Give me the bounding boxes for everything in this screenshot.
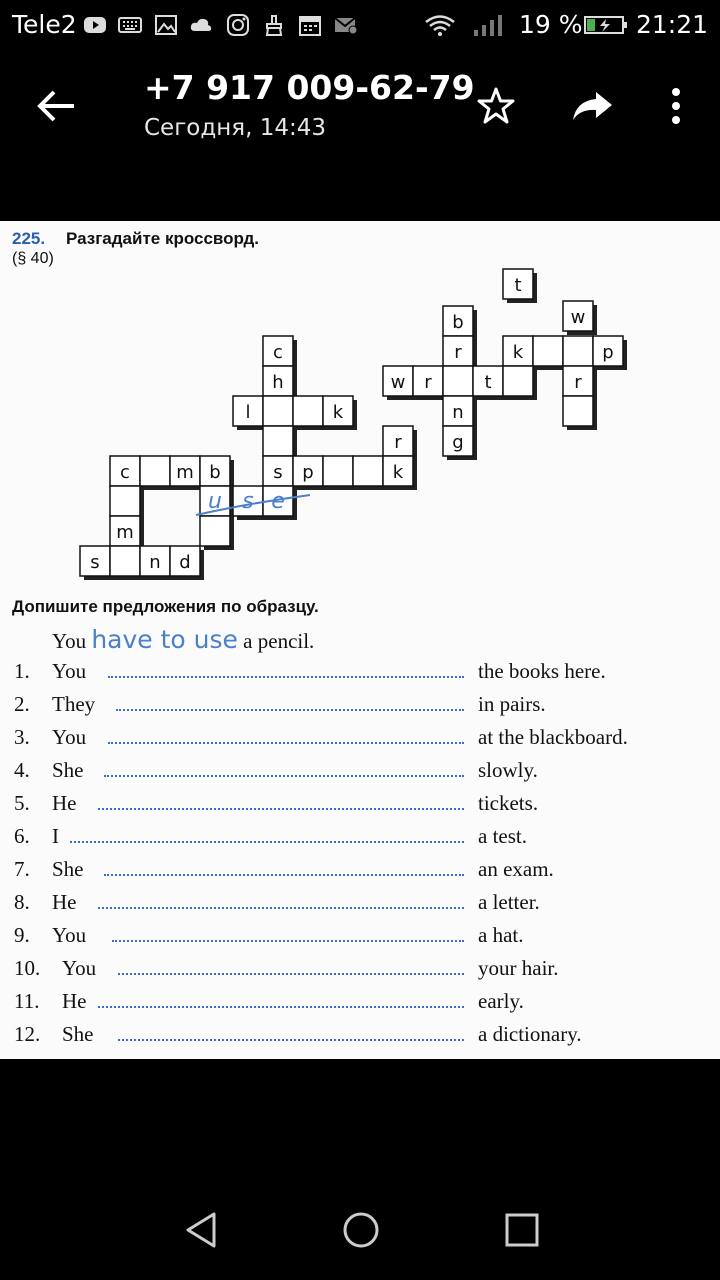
sentence-row	[0, 956, 720, 988]
crossword-letter: s	[90, 552, 100, 573]
crossword-letter: l	[245, 402, 251, 423]
sentence-subject: I	[52, 824, 59, 848]
sentence-row	[0, 923, 720, 955]
crossword-grid	[0, 221, 720, 601]
crossword-letter: k	[332, 402, 344, 423]
sentence-subject: You	[62, 956, 97, 980]
sample-end: a pencil.	[243, 629, 315, 653]
sentence-subject: He	[52, 791, 77, 815]
sentence-subject: You	[52, 725, 87, 749]
crossword-letter: k	[392, 462, 404, 483]
crossword-cell	[110, 486, 140, 516]
crossword-cell	[140, 456, 170, 486]
home-circle-icon[interactable]	[341, 1210, 381, 1250]
sample-sentence	[52, 625, 314, 654]
sample-handwritten: have to use	[91, 625, 238, 654]
sentence-number: 2.	[14, 692, 30, 716]
gmail-icon	[334, 14, 358, 36]
message-date: Сегодня, 14:43	[144, 115, 327, 141]
crossword-letter: m	[116, 522, 134, 543]
sentence-ending: a dictionary.	[478, 1022, 582, 1046]
crossword-letter: h	[272, 372, 284, 393]
sentence-ending: a letter.	[478, 890, 540, 914]
crossword-cell	[263, 396, 293, 426]
crossword-cell	[563, 336, 593, 366]
sentence-ending: the books here.	[478, 659, 606, 683]
crossword-letter: b	[209, 462, 221, 483]
sample-start: You	[52, 629, 87, 653]
sentence-row	[0, 824, 720, 856]
sentence-ending: an exam.	[478, 857, 554, 881]
answer-blank[interactable]	[104, 874, 464, 876]
sentence-number: 6.	[14, 824, 30, 848]
crossword-cell	[263, 426, 293, 456]
answer-blank[interactable]	[98, 907, 464, 909]
sentence-ending: tickets.	[478, 791, 539, 815]
crossword-cell	[293, 396, 323, 426]
answer-blank[interactable]	[98, 808, 464, 810]
sentence-row	[0, 857, 720, 889]
sentence-subject: You	[52, 923, 87, 947]
sentence-ending: early.	[478, 989, 524, 1013]
battery-percent: 19 %	[519, 10, 583, 39]
crossword-handwritten-letter: u	[208, 489, 222, 514]
sentence-number: 9.	[14, 923, 30, 947]
sentence-ending: at the blackboard.	[478, 725, 628, 749]
crossword-handwritten-letter: s	[242, 489, 254, 514]
crossword-letter: c	[120, 462, 130, 483]
crossword-letter: w	[390, 372, 406, 393]
star-icon[interactable]	[476, 86, 516, 126]
sentence-number: 5.	[14, 791, 30, 815]
wifi-icon	[424, 14, 456, 36]
sentence-number: 1.	[14, 659, 30, 683]
sentence-number: 7.	[14, 857, 30, 881]
app-bar	[0, 52, 720, 220]
crossword-letter: r	[574, 372, 582, 393]
crossword-cell	[533, 336, 563, 366]
share-icon[interactable]	[570, 86, 614, 126]
recents-square-icon[interactable]	[502, 1210, 542, 1250]
sentence-number: 4.	[14, 758, 30, 782]
crossword-letter: t	[514, 275, 522, 296]
sentence-row	[0, 692, 720, 724]
sentence-ending: slowly.	[478, 758, 538, 782]
crossword-letter: c	[273, 342, 283, 363]
answer-blank[interactable]	[118, 1039, 464, 1041]
exercise-number: 225.	[12, 229, 46, 248]
crossword-cell	[110, 546, 140, 576]
exercise-reference: (§ 40)	[12, 250, 54, 267]
instagram-icon	[226, 14, 250, 36]
sentence-row	[0, 791, 720, 823]
attached-image[interactable]	[0, 221, 720, 1059]
back-arrow-icon[interactable]	[34, 88, 78, 124]
carrier-name: Tele2	[12, 10, 77, 39]
more-icon[interactable]	[664, 86, 688, 126]
sentence-number: 12.	[14, 1022, 41, 1046]
crossword-letter: w	[570, 307, 586, 328]
sentence-subject: She	[52, 857, 84, 881]
crossword-letter: m	[176, 462, 194, 483]
status-bar	[0, 0, 720, 52]
answer-blank[interactable]	[108, 742, 464, 744]
sentence-number: 3.	[14, 725, 30, 749]
crossword-letter: g	[452, 432, 464, 453]
contact-phone-number: +7 917 009-62-79	[144, 68, 475, 107]
cleaner-icon	[262, 14, 286, 36]
sentence-subject: She	[52, 758, 84, 782]
sentence-row	[0, 1022, 720, 1054]
navigation-bar	[0, 1180, 720, 1280]
sentence-ending: your hair.	[478, 956, 559, 980]
crossword-letter: d	[179, 552, 191, 573]
crossword-letter: r	[454, 342, 462, 363]
keyboard-icon	[118, 14, 142, 36]
sentence-ending: in pairs.	[478, 692, 546, 716]
answer-blank[interactable]	[108, 676, 464, 678]
answer-blank[interactable]	[104, 775, 464, 777]
battery-icon	[584, 14, 628, 36]
image-icon	[154, 14, 178, 36]
sentence-number: 8.	[14, 890, 30, 914]
answer-blank[interactable]	[116, 709, 464, 711]
sentence-subject: They	[52, 692, 96, 716]
sentence-ending: a hat.	[478, 923, 524, 947]
sentence-row	[0, 725, 720, 757]
crossword-letter: b	[452, 312, 464, 333]
crossword-cell	[200, 516, 230, 546]
sentence-row	[0, 758, 720, 790]
sentence-number: 10.	[14, 956, 41, 980]
answer-blank[interactable]	[118, 973, 464, 975]
sentence-row	[0, 659, 720, 691]
answer-blank[interactable]	[70, 841, 464, 843]
crossword-cell	[323, 456, 353, 486]
clock: 21:21	[636, 10, 709, 39]
crossword-handwritten-letter: e	[271, 489, 285, 514]
answer-blank[interactable]	[112, 940, 464, 942]
signal-icon	[472, 14, 504, 36]
task-instruction: Допишите предложения по образцу.	[12, 597, 319, 616]
crossword-cell	[353, 456, 383, 486]
sentence-row	[0, 890, 720, 922]
crossword-letter: k	[512, 342, 524, 363]
youtube-icon	[83, 14, 107, 36]
back-triangle-icon[interactable]	[182, 1210, 222, 1250]
crossword-cell	[503, 366, 533, 396]
crossword-cell	[443, 366, 473, 396]
sentence-subject: He	[52, 890, 77, 914]
calendar-icon	[298, 14, 322, 36]
answer-blank[interactable]	[98, 1006, 464, 1008]
crossword-cell	[563, 396, 593, 426]
crossword-letter: r	[424, 372, 432, 393]
sentence-subject: He	[62, 989, 87, 1013]
crossword-letter: t	[484, 372, 492, 393]
sentence-row	[0, 989, 720, 1021]
sentence-number: 11.	[14, 989, 40, 1013]
crossword-letter: s	[273, 462, 283, 483]
cloud-icon	[189, 14, 213, 36]
crossword-letter: r	[394, 432, 402, 453]
sentence-subject: She	[62, 1022, 94, 1046]
sentence-subject: You	[52, 659, 87, 683]
exercise-title: Разгадайте кроссворд.	[66, 229, 260, 248]
crossword-letter: n	[149, 552, 161, 573]
crossword-letter: p	[602, 342, 614, 363]
crossword-letter: n	[452, 402, 464, 423]
crossword-letter: p	[302, 462, 314, 483]
sentence-ending: a test.	[478, 824, 527, 848]
